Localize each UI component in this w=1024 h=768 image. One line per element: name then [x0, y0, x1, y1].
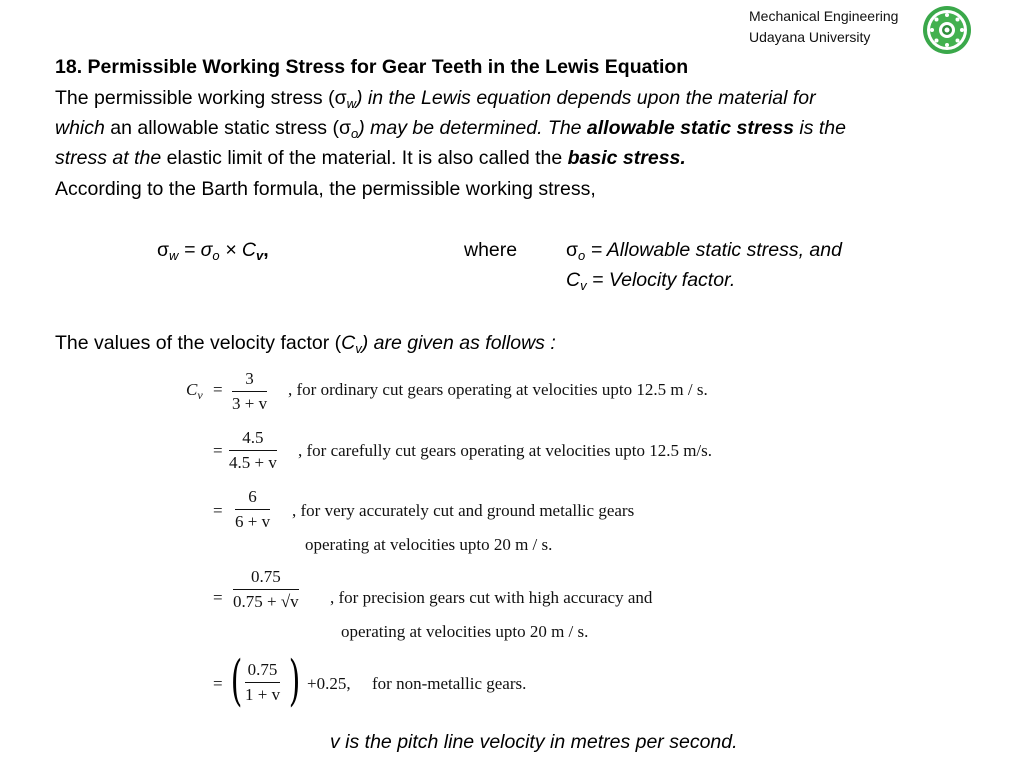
definition-text: = Velocity factor. [586, 269, 736, 291]
condition-eq3-cont: operating at velocities upto 20 m / s. [305, 535, 553, 554]
constant-term: +0.25, [307, 674, 351, 693]
condition-eq2: , for carefully cut gears operating at velocities upto 12.5 m/s. [298, 441, 713, 460]
cv-symbol: C [341, 332, 356, 354]
emphasis-basic-stress: basic stress. [567, 147, 686, 169]
cv-label [186, 380, 203, 400]
condition-eq3: , for very accurately cut and ground metallic gears [292, 501, 635, 520]
subscript: v [197, 388, 203, 402]
text-run-italic: ) in the Lewis equation depends upon the material for [356, 87, 816, 109]
definition-sigma-o [566, 239, 842, 262]
paragraph-line-2 [55, 117, 846, 140]
sigma-symbol: σ [566, 239, 579, 261]
section-title: 18. Permissible Working Stress for Gear Teeth in the Lewis Equation [55, 56, 689, 78]
where-label: where [464, 239, 518, 261]
equals-sign: = [213, 441, 223, 460]
paragraph-line-1 [55, 87, 816, 110]
university-seal-logo [922, 5, 972, 55]
condition-eq4: , for precision gears cut with high accuracy and [330, 588, 653, 607]
formula-comma: , [263, 239, 269, 261]
barth-formula [157, 239, 269, 262]
denominator: 3 + v [232, 394, 268, 413]
numerator: 6 [235, 486, 270, 510]
equals-sign: = [213, 674, 223, 693]
fraction-eq3 [235, 486, 270, 533]
header-department: Mechanical Engineering [749, 8, 899, 24]
text-run: The values of the velocity factor ( [55, 332, 342, 354]
formula-run: × C [219, 239, 256, 261]
subscript: o [212, 248, 220, 263]
fraction-eq1 [232, 368, 267, 415]
numerator: 3 [232, 368, 267, 392]
subscript: w [169, 248, 179, 263]
pitch-velocity-note: v is the pitch line velocity in metres per second. [330, 731, 738, 753]
subscript: v [255, 248, 264, 263]
subscript: w [346, 96, 357, 111]
equals-sign: = [213, 588, 223, 607]
denominator: 6 + v [235, 512, 271, 531]
definition-text: = Allowable static stress, and [585, 239, 842, 261]
sigma-symbol: σ [157, 239, 170, 261]
text-run-italic: stress at the [55, 147, 162, 169]
text-run-italic: ) may be determined. The [358, 117, 587, 139]
subscript: o [351, 126, 359, 141]
text-run-italic: ) are given as follows : [361, 332, 556, 354]
text-run-italic: which [55, 117, 105, 139]
paragraph-line-3 [55, 147, 686, 170]
definition-cv [566, 269, 735, 292]
left-paren: ( [230, 649, 243, 712]
condition-eq5: for non-metallic gears. [372, 674, 527, 693]
numerator: 0.75 [245, 659, 280, 683]
text-run-italic: is the [793, 117, 846, 139]
right-paren: ) [288, 649, 301, 712]
header-university: Udayana University [749, 29, 871, 45]
numerator: 0.75 [233, 566, 299, 590]
condition-eq4-cont: operating at velocities upto 20 m / s. [341, 622, 589, 641]
subscript: v [580, 278, 587, 293]
formula-run: = σ [178, 239, 213, 261]
text-run: elastic limit of the material. It is also called the [161, 147, 568, 169]
fraction-eq4 [233, 566, 299, 613]
values-intro [55, 332, 556, 355]
cv-symbol: C [186, 380, 198, 399]
text-run: an allowable static stress (σ [104, 117, 351, 139]
fraction-eq5 [245, 659, 280, 706]
equals-sign: = [213, 501, 223, 520]
denominator: 4.5 + v [229, 453, 277, 472]
cv-symbol: C [566, 269, 581, 291]
emphasis-allowable-static-stress: allowable static stress [586, 117, 794, 139]
condition-eq1: , for ordinary cut gears operating at velocities upto 12.5 m / s. [288, 380, 708, 399]
denominator: 0.75 + √v [233, 592, 299, 611]
subscript: o [578, 248, 586, 263]
header-affiliation [749, 6, 898, 48]
subscript: v [355, 341, 362, 356]
denominator: 1 + v [245, 685, 281, 704]
paragraph-line-4: According to the Barth formula, the permissible working stress, [55, 178, 596, 200]
equals-sign: = [213, 380, 223, 399]
fraction-eq2 [229, 427, 277, 474]
text-run: The permissible working stress (σ [55, 87, 347, 109]
numerator: 4.5 [229, 427, 277, 451]
